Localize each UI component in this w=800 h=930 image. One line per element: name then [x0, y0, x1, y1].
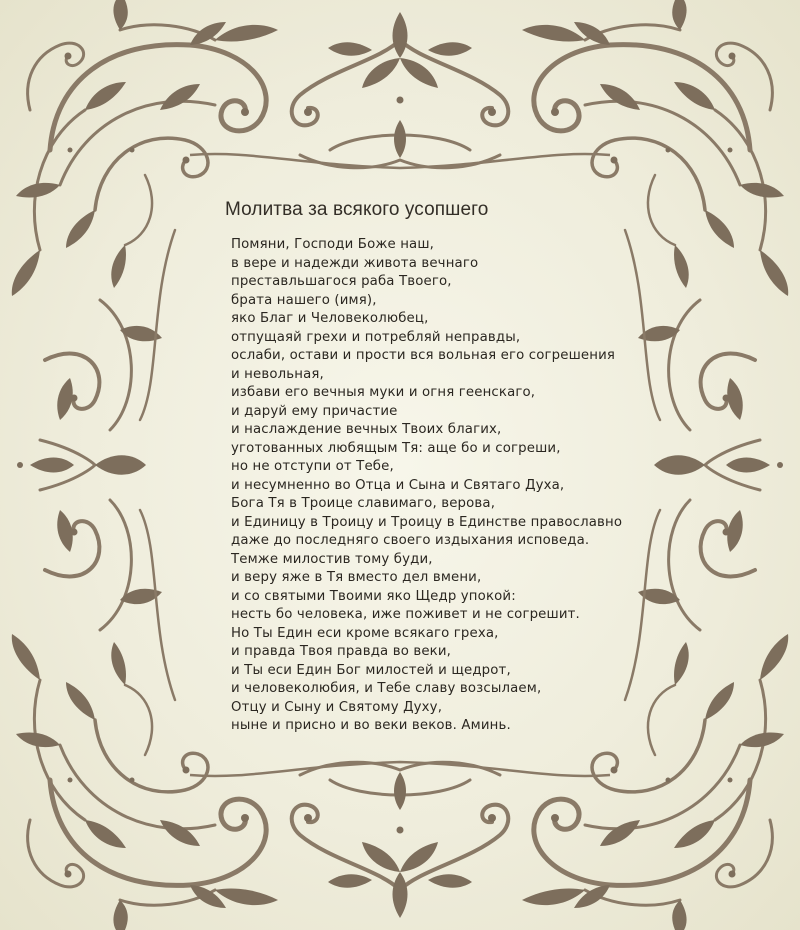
- prayer-line: ныне и присно и во веки веков. Аминь.: [231, 718, 511, 733]
- prayer-line: яко Благ и Человеколюбец,: [231, 311, 429, 326]
- prayer-line: отпущаяй грехи и потребляй неправды,: [231, 329, 521, 345]
- prayer-line: и со святыми Твоими яко Щедр упокой:: [231, 588, 516, 604]
- prayer-line: избави его вечныя муки и огня геенскаго,: [231, 385, 536, 400]
- prayer-line: Помяни, Господи Боже наш,: [231, 237, 435, 252]
- prayer-line: Темже милостив тому буди,: [231, 551, 433, 567]
- prayer-line: и даруй ему причастие: [231, 403, 398, 419]
- prayer-line: и невольная,: [231, 366, 324, 382]
- prayer-title: Молитва за всякого усопшего: [225, 199, 489, 220]
- prayer-line: Отцу и Сыну и Святому Духу,: [231, 699, 443, 715]
- prayer-text: [231, 236, 623, 736]
- prayer-line: уготованных любящым Тя: аще бо и согреши,: [231, 440, 561, 456]
- prayer-line: и Единицу в Троицу и Троицу в Единстве православно: [231, 514, 623, 530]
- prayer-line: и правда Твоя правда во веки,: [231, 644, 452, 659]
- prayer-line: преставльшагося раба Твоего,: [231, 274, 452, 289]
- prayer-line: ослаби, остави и прости вся вольная его согрешения: [231, 348, 616, 363]
- prayer-line: и Ты еси Един Бог милостей и щедрот,: [231, 662, 511, 678]
- prayer-line: Но Ты Един еси кроме всякаго греха,: [231, 625, 499, 641]
- prayer-line: но не отступи от Тебе,: [231, 459, 394, 474]
- prayer-line: даже до последняго своего издыхания исповеда.: [231, 533, 590, 548]
- prayer-line: и человеколюбия, и Тебе славу возсылаем,: [231, 681, 542, 696]
- prayer-line: несть бо человека, иже поживет и не согрешит.: [231, 607, 580, 622]
- prayer-document: [225, 198, 623, 736]
- prayer-line: и несумненно во Отца и Сына и Святаго Духа,: [231, 477, 565, 493]
- prayer-line: и наслаждение вечных Твоих благих,: [231, 422, 502, 437]
- prayer-line: Бога Тя в Троице славимаго, верова,: [231, 496, 496, 511]
- prayer-line: брата нашего (имя),: [231, 292, 377, 308]
- prayer-line: в вере и надежди живота вечнаго: [231, 255, 479, 271]
- prayer-line: и веру яже в Тя вместо дел вмени,: [231, 570, 482, 585]
